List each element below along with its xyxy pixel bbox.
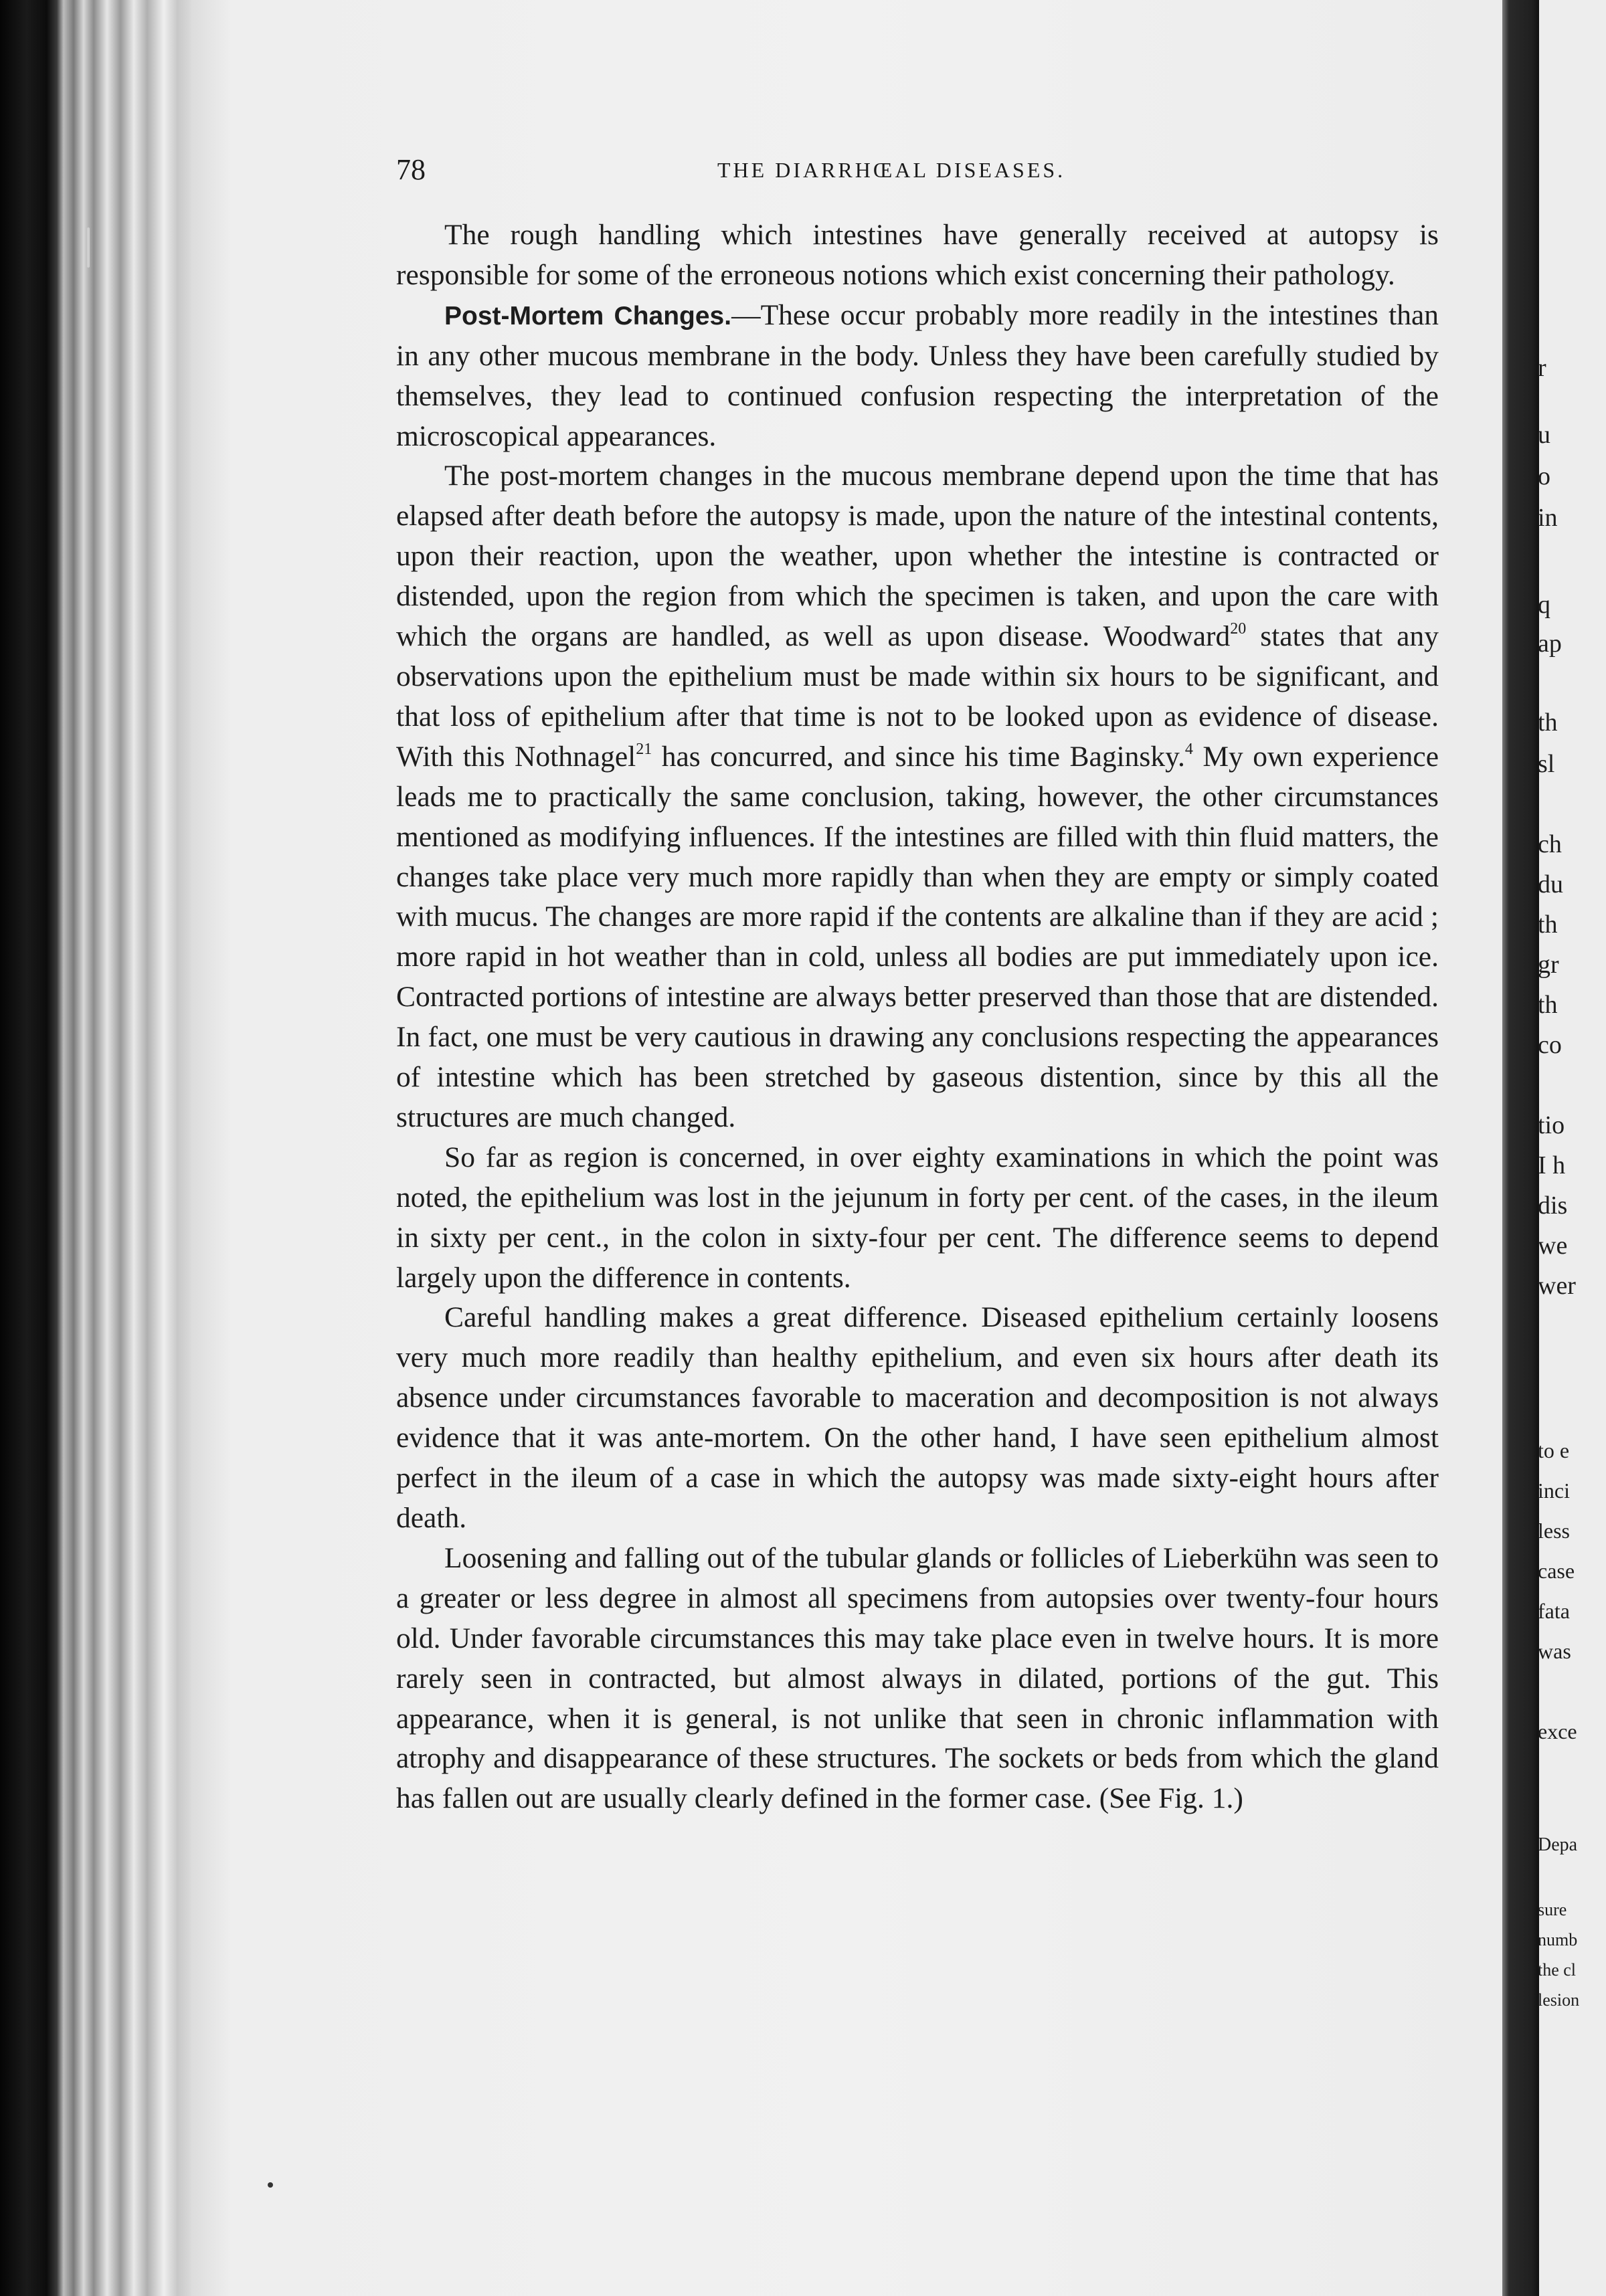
facing-fragment: fata	[1538, 1599, 1570, 1623]
paragraph-1-text: The rough handling which intestines have generally received at autopsy is responsible for some of the erroneous notions which exist concerning their pathology.	[396, 219, 1439, 291]
facing-fragment: dis	[1538, 1191, 1568, 1220]
paragraph-2-text: —These occur probably more readily in the intestines than in any other mucous membrane in the body. Unless they have been carefully studied by themselves, they lead to continued confusion respecting the interpretation of the microscopical appearances.	[396, 298, 1439, 452]
facing-fragment: I h	[1538, 1151, 1566, 1179]
facing-fragment: less	[1538, 1519, 1570, 1543]
scan-speck	[268, 2182, 273, 2188]
facing-fragment: ch	[1538, 830, 1562, 858]
paragraph-3-text-b: states that any observations upon the epithelium must be made within six hours to be significant, and that loss of epithelium after that time is not to be looked upon as evidence of disease. With this Nothnagel	[396, 620, 1439, 773]
facing-fragment: sl	[1538, 750, 1555, 778]
facing-fragment: exce	[1538, 1719, 1577, 1743]
right-gutter	[1502, 0, 1539, 2296]
facing-fragment: gr	[1538, 951, 1559, 979]
facing-fragment: th	[1538, 911, 1558, 939]
running-header	[396, 153, 1440, 193]
paragraph-4	[396, 1138, 1439, 1299]
paragraph-3-text-d: My own experience leads me to practically the same conclusion, taking, however, the other circumstances mentioned as modifying influences. If the intestines are filled with thin fluid matters, the changes take place very much more rapidly than when they are empty or simply coated with mucus. The changes are more rapid if the contents are alkaline than if they are acid ; more rapid in hot weather than in cold, unless all bodies are put immediately upon ice. Contracted portions of intestine are always better preserved than those that are distended. In fact, one must be very cautious in drawing any conclusions respecting the appearances of intestine which has been stretched by gaseous distention, since by this all the structures are much changed.	[396, 740, 1439, 1133]
scan-scratch	[87, 227, 90, 268]
facing-fragment: in	[1538, 504, 1558, 532]
facing-fragment: wer	[1538, 1272, 1576, 1300]
facing-fragment: ap	[1538, 630, 1562, 658]
facing-fragment: th	[1538, 991, 1558, 1019]
paragraph-2	[396, 296, 1439, 457]
facing-fragment: co	[1538, 1031, 1562, 1059]
paragraph-4-text: So far as region is concerned, in over eighty examinations in which the point was noted, the epithelium was lost in the jejunum in forty per cent. of the cases, in the ileum in sixty per cent., in the colon in sixty-four per cent. The difference seems to depend largely upon the difference in contents.	[396, 1141, 1439, 1294]
facing-fragment: Depa	[1538, 1834, 1578, 1855]
facing-fragment: th	[1538, 708, 1558, 737]
reference-nothnagel: 21	[636, 740, 652, 758]
paragraph-6	[396, 1539, 1439, 1819]
page-number: 78	[396, 153, 426, 186]
facing-fragment: case	[1538, 1559, 1575, 1583]
running-title: THE DIARRHŒAL DISEASES.	[717, 158, 1066, 182]
facing-fragment: u	[1538, 421, 1550, 449]
facing-fragment: to e	[1538, 1438, 1570, 1462]
facing-fragment: lesion	[1538, 1990, 1580, 2010]
facing-fragment: was	[1538, 1639, 1571, 1663]
facing-fragment: o	[1538, 462, 1550, 490]
facing-fragment: sure	[1538, 1900, 1567, 1919]
body-text	[396, 215, 1439, 1819]
paragraph-3-text-c: has concurred, and since his time Baginsky.	[652, 740, 1185, 773]
paragraph-5	[396, 1298, 1439, 1538]
paragraph-1	[396, 215, 1439, 296]
facing-fragment: we	[1538, 1232, 1568, 1260]
paragraph-3	[396, 456, 1439, 1137]
paragraph-6-text: Loosening and falling out of the tubular glands or follicles of Lieberkühn was seen to a greater or less degree in almost all specimens from autopsies over twenty-four hours old. Under favorable circumstances this may take place even in twelve hours. It is more rarely seen in contracted, but almost always in dilated, portions of the gut. This appearance, when it is general, is not unlike that seen in chronic inflammation with atrophy and disappearance of these structures. The sockets or beds from which the gland has fallen out are usually clearly defined in the former case. (See Fig. 1.)	[396, 1541, 1439, 1815]
paragraph-3-text-a: The post-mortem changes in the mucous membrane depend upon the time that has elapsed after death before the autopsy is made, upon the nature of the intestinal contents, upon their reaction, upon the weather, upon whether the intestine is contracted or distended, upon the region from which the specimen is taken, and upon the care with which the organs are handled, as well as upon disease. Woodward	[396, 460, 1439, 653]
reference-woodward: 20	[1230, 620, 1247, 638]
facing-fragment: inci	[1538, 1478, 1570, 1503]
facing-fragment: r	[1538, 354, 1546, 382]
book-binding-edge	[0, 0, 191, 2296]
paragraph-5-text: Careful handling makes a great difference. Diseased epithelium certainly loosens very much more readily than healthy epithelium, and even six hours after death its absence under circumstances favorable to maceration and decomposition is not always evidence that it was ante-mortem. On the other hand, I have seen epithelium almost perfect in the ileum of a case in which the autopsy was made sixty-eight hours after death.	[396, 1301, 1439, 1534]
facing-fragment: du	[1538, 870, 1563, 898]
section-heading: Post-Mortem Changes.	[444, 301, 732, 330]
facing-fragment: numb	[1538, 1930, 1578, 1949]
facing-fragment: q	[1538, 591, 1550, 619]
reference-baginsky: 4	[1184, 740, 1193, 758]
facing-fragment: tio	[1538, 1111, 1565, 1139]
facing-fragment: the cl	[1538, 1960, 1577, 1980]
facing-page-edge	[1539, 0, 1606, 2296]
